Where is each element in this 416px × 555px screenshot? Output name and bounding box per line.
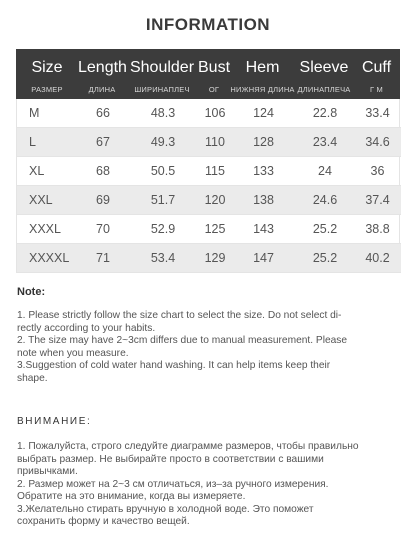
subheader-sleeve: ДЛИНАПЛЕЧА: [297, 84, 351, 94]
table-cell: 70: [96, 222, 110, 236]
subheader-cuff: Г М: [370, 84, 383, 94]
table-cell: M: [29, 106, 40, 120]
subheader-length: ДЛИНА: [88, 84, 116, 94]
table-row: [17, 215, 401, 244]
table-cell: 128: [253, 135, 274, 149]
note-line: 3.Suggestion of cold water hand washing. It can help items keep their: [17, 360, 331, 371]
subheader-size: РАЗМЕР: [31, 84, 63, 94]
note-line: rectly according to your habits.: [17, 322, 156, 334]
table-cell: 115: [205, 164, 225, 178]
subheader-bust: ОГ: [208, 84, 220, 94]
size-table: [16, 49, 400, 273]
table-cell: 120: [204, 193, 226, 207]
table-row: [17, 99, 401, 128]
table-cell: 36: [370, 164, 385, 178]
table-cell: 22.8: [312, 106, 338, 120]
table-row: [17, 128, 401, 157]
header-shoulder: Shoulder: [129, 59, 195, 76]
header-size: Size: [31, 59, 63, 76]
table-row: [17, 244, 401, 273]
table-cell: 40.2: [365, 251, 390, 265]
table-cell: XL: [29, 164, 45, 178]
table-cell: 124: [253, 106, 274, 120]
header-cuff: Cuff: [361, 59, 392, 76]
table-cell: 143: [253, 222, 274, 236]
table-cell: 50.5: [150, 164, 176, 178]
table-row: [17, 157, 401, 186]
table-cell: 138: [253, 193, 274, 207]
table-cell: 51.7: [150, 193, 176, 207]
table-cell: 24: [318, 164, 332, 178]
table-body: [16, 99, 400, 273]
table-cell: 53.4: [150, 251, 176, 265]
table-cell: 25.2: [312, 251, 338, 265]
table-cell: 71: [96, 251, 110, 265]
table-cell: XXXL: [29, 222, 61, 236]
header-bust: Bust: [198, 59, 231, 76]
page-title: INFORMATION: [145, 15, 271, 34]
table-cell: 68: [96, 164, 110, 178]
note-line: 2. The size may have 2~3cm differs due to manual measurement. Please: [17, 335, 348, 346]
table-cell: 24.6: [312, 193, 338, 207]
table-cell: 129: [204, 251, 226, 265]
note-heading: Note:: [17, 286, 46, 298]
table-cell: 48.3: [150, 106, 176, 120]
attention-line: выбрать размер. Не выбирайте просто в соответствии с вашими: [17, 453, 324, 465]
header-length: Length: [78, 59, 127, 76]
table-cell: 52.9: [150, 222, 176, 236]
note-line: shape.: [17, 372, 48, 384]
table-cell: 133: [253, 164, 274, 178]
table-cell: 67: [96, 135, 110, 149]
note-line: 1. Please strictly follow the size chart to select the size. Do not select di-: [17, 310, 342, 321]
attention-line: сохранить форму и качество вещей.: [17, 516, 190, 527]
table-cell: XXXXL: [29, 251, 70, 265]
table-cell: 110: [205, 135, 225, 149]
header-row: [16, 49, 400, 79]
table-cell: L: [29, 135, 36, 149]
table-cell: 34.6: [365, 135, 390, 149]
table-cell: 25.2: [312, 222, 338, 236]
table-row: [17, 186, 401, 215]
subheader-row: [16, 79, 400, 99]
table-cell: XXL: [29, 193, 53, 207]
note-line: note when you measure.: [17, 347, 129, 359]
attention-line: 3.Желательно стирать вручную в холодной воде. Это поможет: [17, 503, 314, 515]
note-text: [17, 310, 397, 385]
table-cell: 33.4: [365, 106, 390, 120]
table-cell: 49.3: [150, 135, 176, 149]
table-cell: 37.4: [365, 193, 390, 207]
header-sleeve: Sleeve: [299, 59, 349, 76]
table-cell: 38.8: [365, 222, 390, 236]
attention-line: 1. Пожалуйста, строго следуйте диаграмме размеров, чтобы правильно: [17, 441, 359, 452]
subheader-shoulder: ШИРИНАПЛЕЧ: [134, 84, 190, 94]
attention-line: привычками.: [17, 466, 78, 477]
table-cell: 147: [253, 251, 274, 265]
table-cell: 66: [96, 106, 110, 120]
subheader-hem: НИЖНЯЯ ДЛИНА: [230, 84, 295, 94]
table-cell: 69: [96, 193, 110, 207]
table-cell: 125: [204, 222, 226, 236]
attention-heading: ВНИМАНИЕ:: [17, 416, 92, 427]
attention-text: [17, 441, 397, 529]
table-header: [16, 49, 400, 99]
attention-line: Обратите на это внимание, когда вы измеряете.: [17, 491, 246, 502]
header-hem: Hem: [245, 59, 280, 76]
attention-line: 2. Размер может на 2~3 см отличаться, из–за ручного измерения.: [17, 478, 329, 490]
table-cell: 23.4: [312, 135, 338, 149]
table-cell: 106: [204, 106, 226, 120]
